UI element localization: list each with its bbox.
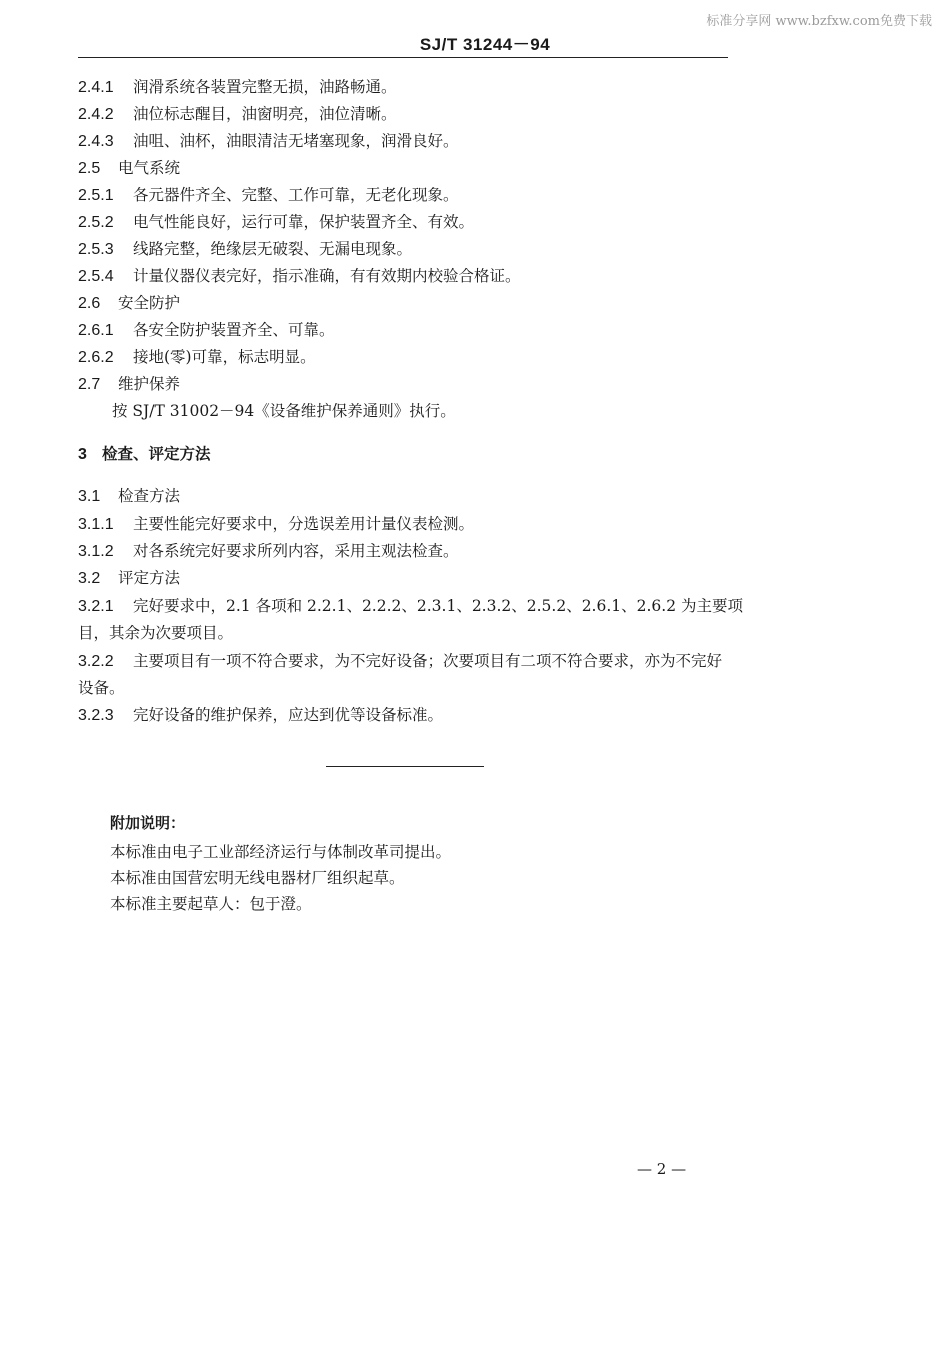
clause-3-2-1: 3.2.1 完好要求中，2.1 各项和 2.2.1、2.2.2、2.3.1、2.3.2、2.5.2、2.6.1、2.6.2 为主要项 — [78, 597, 744, 615]
page-number: — 2 — — [637, 1160, 687, 1178]
clause-3-2: 3.2 评定方法 — [78, 569, 181, 587]
clause-2-5: 2.5 电气系统 — [78, 159, 181, 177]
end-of-text-rule — [326, 766, 484, 767]
clause-3-1-2: 3.1.2 对各系统完好要求所列内容，采用主观法检查。 — [78, 542, 459, 560]
clause-3-2-2: 3.2.2 主要项目有一项不符合要求，为不完好设备；次要项目有二项不符合要求，亦为不完好 — [78, 652, 723, 670]
clause-2-6: 2.6 安全防护 — [78, 294, 181, 312]
watermark: 标准分享网 www.bzfxw.com免费下载 — [706, 14, 932, 29]
notes-line-3: 本标准主要起草人：包于澄。 — [110, 895, 312, 913]
clause-2-5-1: 2.5.1 各元器件齐全、完整、工作可靠，无老化现象。 — [78, 186, 459, 204]
standard-code-header: SJ/T 31244－94 — [419, 35, 551, 54]
clause-2-4-3: 2.4.3 油咀、油杯，油眼清洁无堵塞现象，润滑良好。 — [78, 132, 459, 150]
clause-2-5-4: 2.5.4 计量仪器仪表完好，指示准确，有有效期内校验合格证。 — [78, 267, 521, 285]
section-3-heading: 3 检查、评定方法 — [78, 444, 211, 463]
clause-3-2-3: 3.2.3 完好设备的维护保养，应达到优等设备标准。 — [78, 706, 444, 724]
header-divider — [78, 57, 728, 58]
notes-title: 附加说明： — [110, 814, 186, 832]
clause-2-7: 2.7 维护保养 — [78, 375, 181, 393]
clause-2-6-2: 2.6.2 接地(零)可靠，标志明显。 — [78, 348, 316, 366]
clause-2-6-1: 2.6.1 各安全防护装置齐全、可靠。 — [78, 321, 335, 339]
clause-3-1-1: 3.1.1 主要性能完好要求中，分选误差用计量仪表检测。 — [78, 515, 475, 533]
clause-3-1: 3.1 检查方法 — [78, 487, 181, 505]
clause-2-4-2: 2.4.2 油位标志醒目，油窗明亮，油位清晰。 — [78, 105, 397, 123]
clause-2-5-2: 2.5.2 电气性能良好，运行可靠，保护装置齐全、有效。 — [78, 213, 475, 231]
clause-3-2-1-continued: 目，其余为次要项目。 — [78, 624, 234, 642]
maintenance-text: 按 SJ/T 31002－94《设备维护保养通则》执行。 — [112, 402, 456, 420]
clause-2-4-1: 2.4.1 润滑系统各装置完整无损，油路畅通。 — [78, 78, 397, 96]
notes-line-2: 本标准由国营宏明无线电器材厂组织起草。 — [110, 869, 405, 887]
clause-3-2-2-continued: 设备。 — [78, 679, 125, 697]
notes-line-1: 本标准由电子工业部经济运行与体制改革司提出。 — [110, 843, 452, 861]
clause-2-5-3: 2.5.3 线路完整，绝缘层无破裂、无漏电现象。 — [78, 240, 413, 258]
